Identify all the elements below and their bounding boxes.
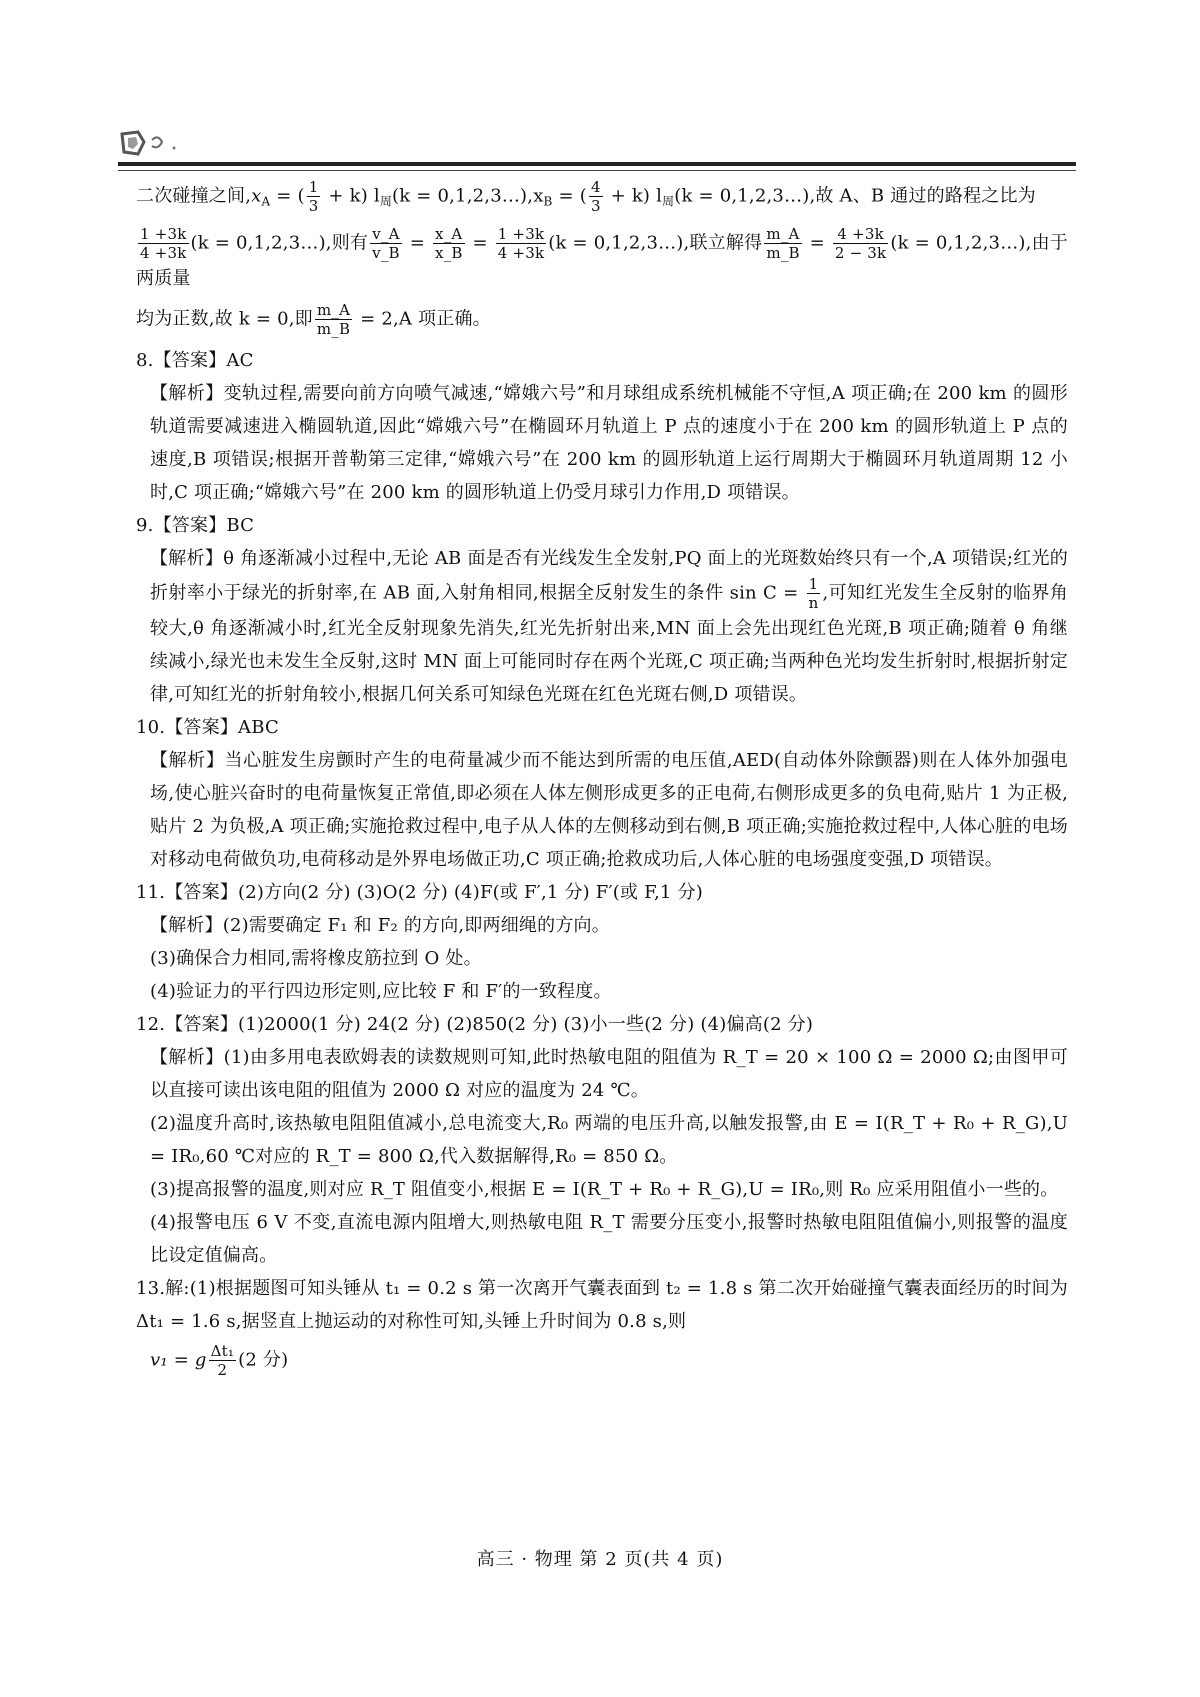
mass-ratio-final-fraction: $\frac{m\_A}{m\_B}$ xyxy=(316,300,351,338)
mass-ratio-result-fraction: $\frac{4 +3k}{2 - 3k}$ xyxy=(834,224,887,262)
delta-t-half-fraction: $\frac{\text{Δt₁}}{2}$ xyxy=(210,1341,235,1379)
q9-analysis: 【解析】θ 角逐渐减小过程中,无论 AB 面是否有光线发生全发射,PQ 面上的光斑数始终只有一个,A 项错误;红光的折射率小于绿光的折射率,在 AB 面,入射角相同,根据全反射发生的条件 sin C = $\frac{1}{n}$ ,可知红光发生全反射的临界角较大,θ 角逐渐减小时,红光全反射现象先消失,红光先折射出来,MN 面上会先出现红色光斑,B 项正确;随着 θ 角继续减小,绿光也未发生全反射,这时 MN 面上可能同时存在两个光斑,C 项正确;当两种色光均发生折射时,根据折射定律,可知红光的折射角较小,根据几何关系可知绿色光斑在红色光斑右侧,D 项错误。 xyxy=(150,547,1068,705)
fraction-one-third: $\frac{1}{3}$ xyxy=(308,178,319,215)
q8-answer: 8.【答案】AC xyxy=(136,349,254,371)
header-rule-thick xyxy=(118,162,1076,166)
mass-ratio-fraction: $\frac{m\_A}{m\_B}$ xyxy=(766,224,800,262)
one-over-n-fraction: $\frac{1}{n}$ xyxy=(808,574,819,612)
q12-analysis-1: 【解析】(1)由多用电表欧姆表的读数规则可知,此时热敏电阻的阻值为 R_T = 20 × 100 Ω = 2000 Ω;由图甲可以直接可读出该电阻的阻值为 2000 Ω 对应的温度为 24 ℃。 xyxy=(150,1046,1068,1101)
path-ratio-fraction-2: $\frac{1 +3k}{4 +3k}$ xyxy=(497,224,545,262)
displacement-ratio-fraction: $\frac{x\_A}{x\_B}$ xyxy=(434,224,463,262)
header-rule-thin xyxy=(118,170,1076,171)
continuation-line-1: 二次碰撞之间$,x_A$ = ( $\frac{1}{3}$ + k) $l_周(k$ = $0,1,2,3\dots),x_B$ = ( $\frac{4}{3}$ + k) $l_周(k$ = 0,1,2,3…),故 A、B 通过的路程之比为 xyxy=(136,178,1036,215)
q12-analysis-2: (2)温度升高时,该热敏电阻阻值减小,总电流变大,R₀ 两端的电压升高,以触发报警,由 E = I(R_T + R₀ + R_G),U = IR₀,60 ℃对应的 R_T = 800 Ω,代入数据解得,R₀ = 850 Ω。 xyxy=(150,1112,1068,1167)
page-footer: 高三 · 物理 第 2 页(共 4 页) xyxy=(476,1549,724,1570)
q11-analysis-2: (3)确保合力相同,需将橡皮筋拉到 O 处。 xyxy=(150,947,482,969)
q10-analysis: 【解析】当心脏发生房颤时产生的电荷量减少而不能达到所需的电压值,AED(自动体外除颤器)则在人体外加强电场,使心脏兴奋时的电荷量恢复正常值,即必须在人体左侧形成更多的正电荷,右侧形成更多的负电荷,贴片 1 为正极,贴片 2 为负极,A 项正确;实施抢救过程中,电子从人体的左侧移动到右侧,B 项正确;实施抢救过程中,人体心脏的电场对移动电荷做负功,电荷移动是外界电场做正功,C 项正确;抢救成功后,人体心脏的电场强度变强,D 项错误。 xyxy=(150,749,1068,870)
q11-analysis-3: (4)验证力的平行四边形定则,应比较 F 和 F′的一致程度。 xyxy=(150,980,612,1002)
velocity-ratio-fraction: $\frac{v\_A}{v\_B}$ xyxy=(372,224,400,262)
q10-answer: 10.【答案】ABC xyxy=(136,716,279,738)
q11-answer: 11.【答案】(2)方向(2 分) (3)O(2 分) (4)F(或 F′,1 分) F′(或 F,1 分) xyxy=(136,881,703,903)
q9-answer: 9.【答案】BC xyxy=(136,514,255,536)
q13-solution: 13.解:(1)根据题图可知头锤从 t₁ = 0.2 s 第一次离开气囊表面到 t₂ = 1.8 s 第二次开始碰撞气囊表面经历的时间为 Δt₁ = 1.6 s,据竖直上抛运动的对称性可知,头锤上升时间为 0.8 s,则 xyxy=(136,1277,1068,1332)
q11-analysis-1: 【解析】(2)需要确定 F₁ 和 F₂ 的方向,即两细绳的方向。 xyxy=(150,914,610,936)
q12-analysis-3: (3)提高报警的温度,则对应 R_T 阻值变小,根据 E = I(R_T + R₀ + R_G),U = IR₀,则 R₀ 应采用阻值小一些的。 xyxy=(150,1178,1059,1200)
q12-answer: 12.【答案】(1)2000(1 分) 24(2 分) (2)850(2 分) (3)小一些(2 分) (4)偏高(2 分) xyxy=(136,1013,814,1035)
q12-analysis-4: (4)报警电压 6 V 不变,直流电源内阻增大,则热敏电阻 R_T 需要分压变小,报警时热敏电阻阻值偏小,则报警的温度比设定值偏高。 xyxy=(150,1211,1068,1266)
publisher-logo-icon xyxy=(118,128,188,158)
continuation-line-2: $\frac{1 +3k}{4 +3k}$ (k = 0,1,2,3…),则有 $\frac{v\_A}{v\_B}$ = $\frac{x\_A}{x\_B}$ = $\frac{1 +3k}{4 +3k}$ (k = 0,1,2,3…),联立解得 $\frac{m\_A}{m\_B}$ = $\frac{4 +3k}{2 - 3k}$ (k = 0,1,2,3…),由于两质量 xyxy=(136,224,1068,289)
q13-formula: v₁ = g $\frac{\text{Δt₁}}{2}$ (2 分) xyxy=(150,1341,289,1379)
page-content xyxy=(136,178,1068,1379)
path-ratio-fraction: $\frac{1 +3k}{4 +3k}$ xyxy=(140,224,187,262)
fraction-four-thirds: $\frac{4}{3}$ xyxy=(590,178,601,215)
q8-analysis: 【解析】变轨过程,需要向前方向喷气减速,“嫦娥六号”和月球组成系统机械能不守恒,A 项正确;在 200 km 的圆形轨道需要减速进入椭圆轨道,因此“嫦娥六号”在椭圆环月轨道上 P 点的速度小于在 200 km 的圆形轨道上 P 点的速度,B 项错误;根据开普勒第三定律,“嫦娥六号”在 200 km 的圆形轨道上运行周期大于椭圆环月轨道周期 12 小时,C 项正确;“嫦娥六号”在 200 km 的圆形轨道上仍受月球引力作用,D 项错误。 xyxy=(150,382,1068,503)
continuation-line-3: 均为正数,故 k = 0,即 $\frac{m\_A}{m\_B}$ = 2,A 项正确。 xyxy=(136,300,491,338)
